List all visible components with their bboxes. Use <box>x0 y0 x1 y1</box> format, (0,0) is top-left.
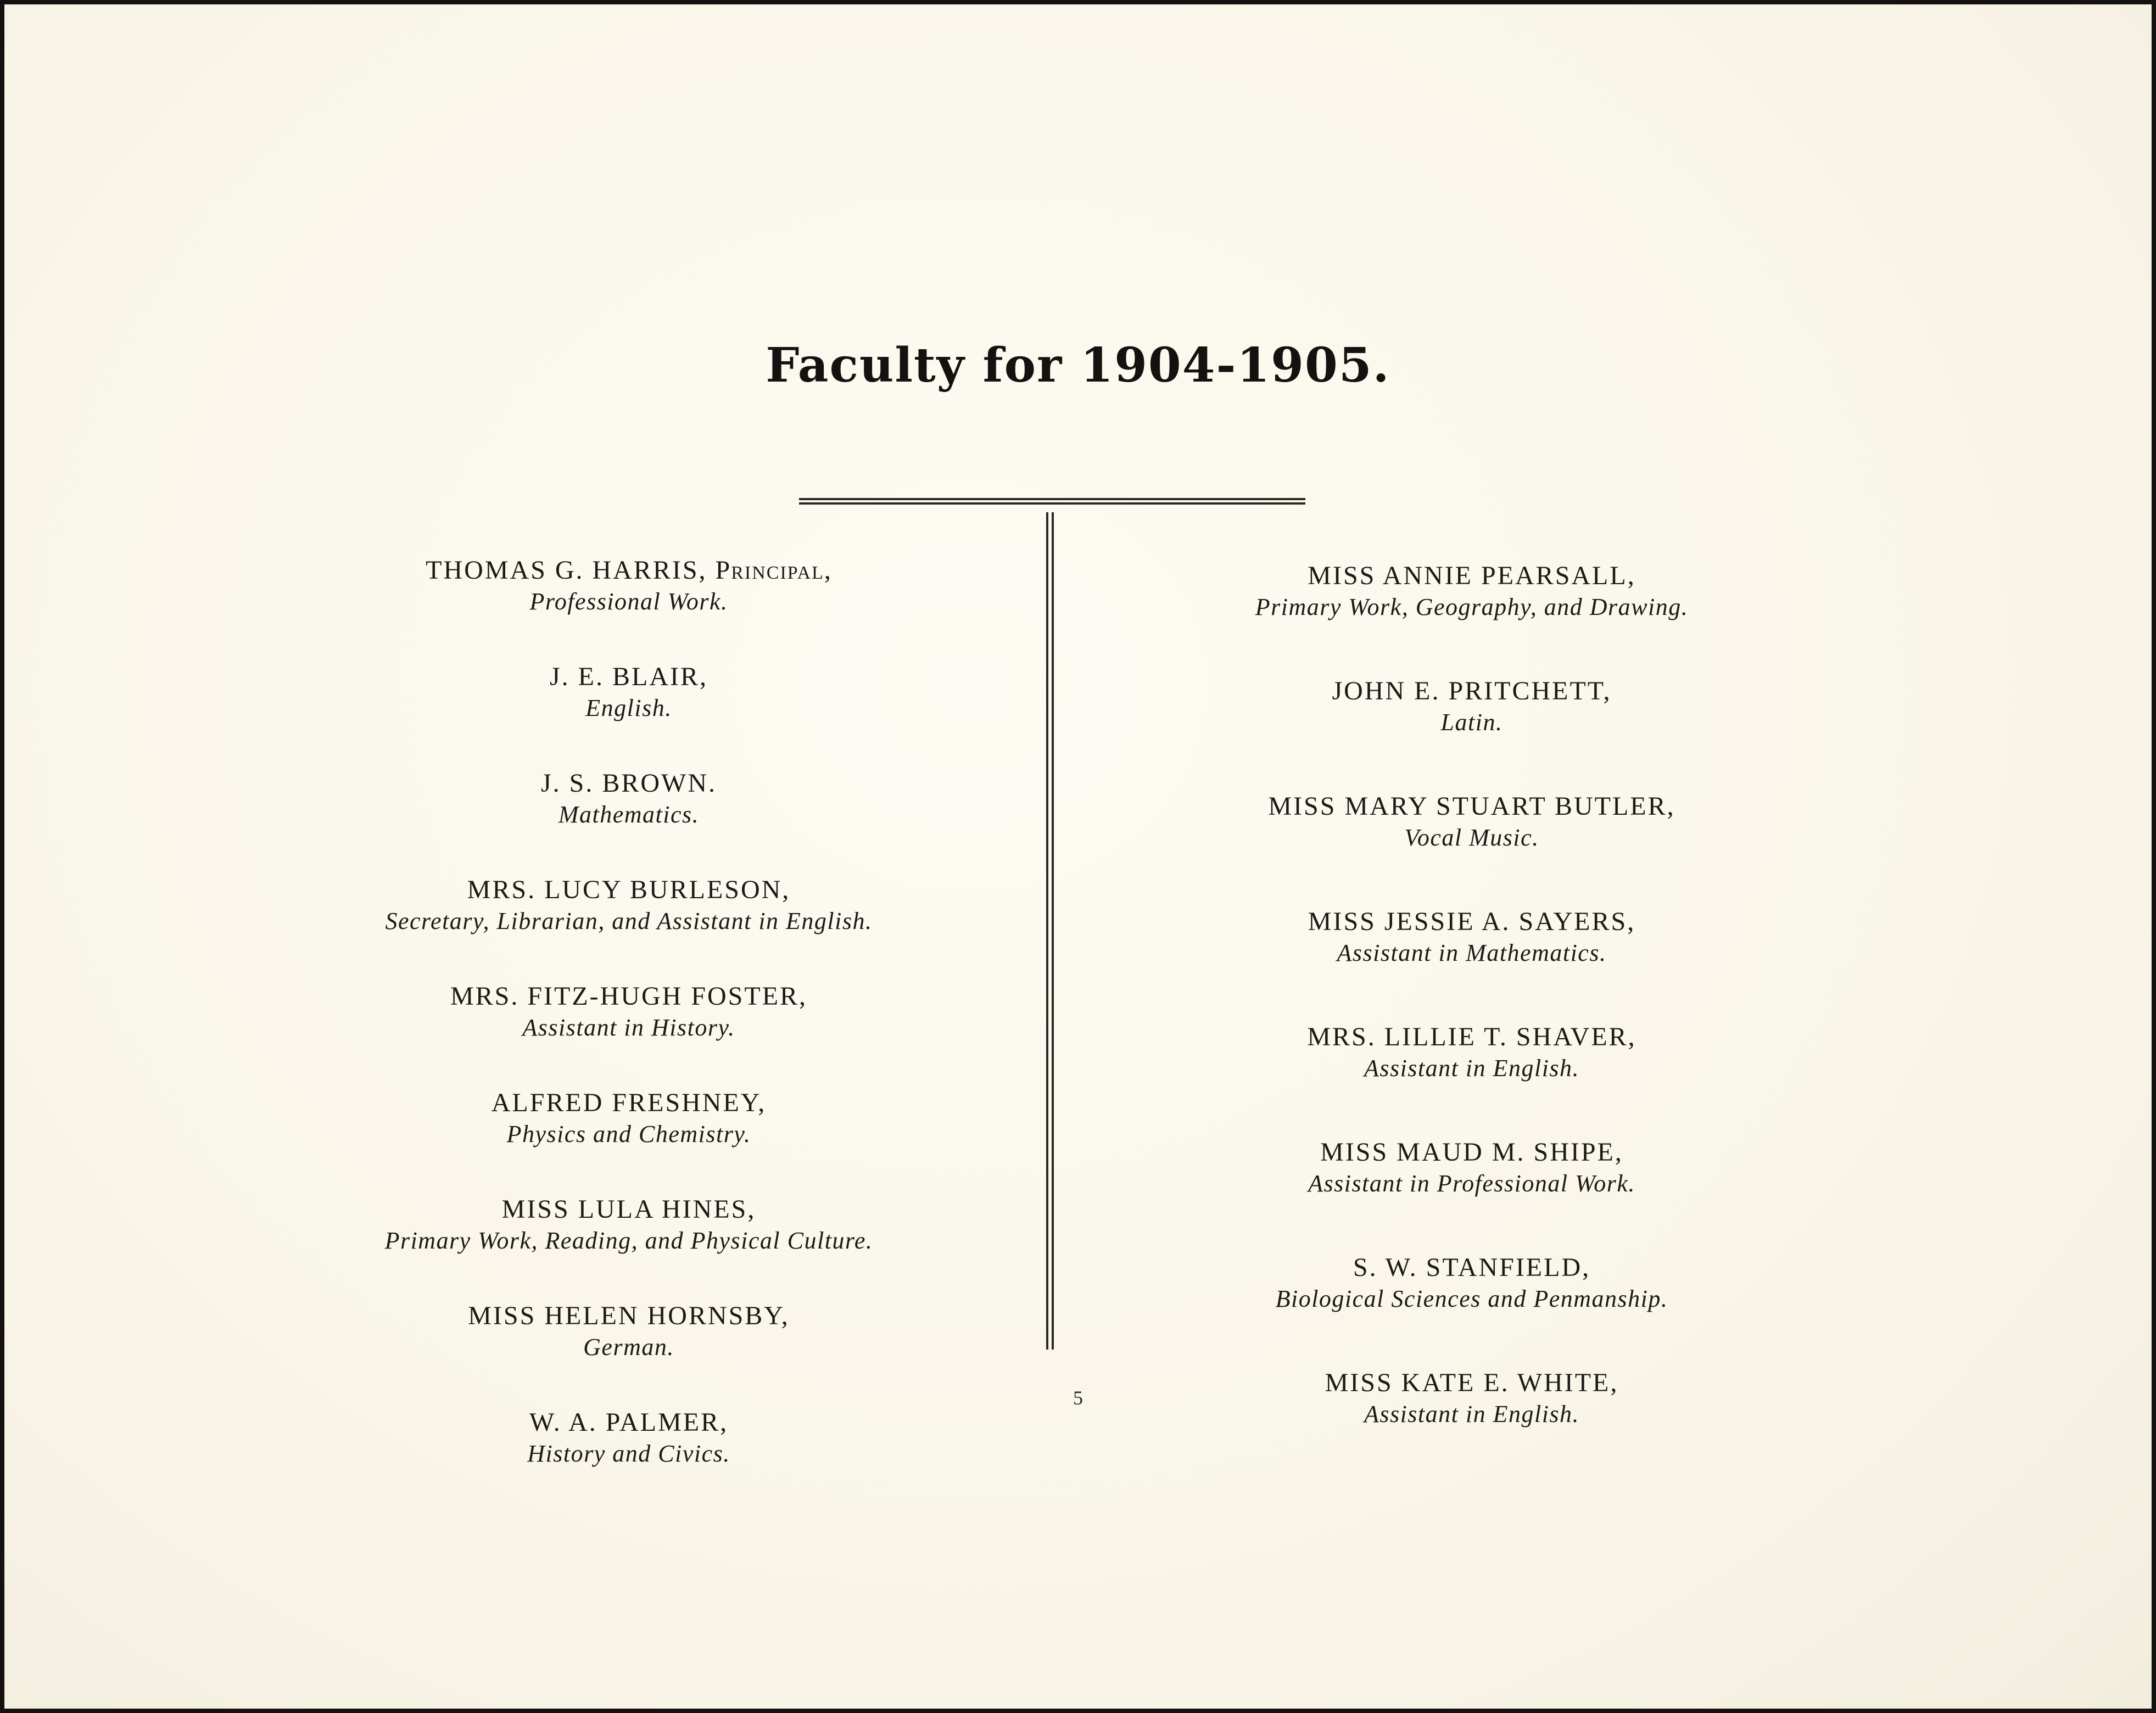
faculty-subject: Primary Work, Reading, and Physical Culture. <box>384 1227 873 1254</box>
faculty-subject: English. <box>585 695 672 721</box>
faculty-entry <box>1079 1021 1864 1084</box>
faculty-name: J. S. BROWN. <box>540 769 717 798</box>
faculty-name: J. E. BLAIR, <box>550 662 708 691</box>
faculty-name: ALFRED FRESHNEY, <box>491 1088 767 1117</box>
faculty-name: MISS MAUD M. SHIPE, <box>1320 1138 1623 1167</box>
faculty-list-left <box>242 555 1016 1513</box>
faculty-name: W. A. PALMER, <box>529 1408 729 1437</box>
page-number: 5 <box>1073 1387 1083 1409</box>
faculty-name: MISS MARY STUART BUTLER, <box>1268 792 1675 821</box>
faculty-subject: Biological Sciences and Penmanship. <box>1275 1285 1668 1312</box>
faculty-name: MISS JESSIE A. SAYERS, <box>1308 907 1636 936</box>
column-divider <box>1046 512 1054 1350</box>
faculty-name: MISS LULA HINES, <box>501 1195 756 1224</box>
faculty-subject: Assistant in Professional Work. <box>1308 1170 1635 1197</box>
faculty-entry <box>242 768 1016 830</box>
faculty-name: MRS. FITZ-HUGH FOSTER, <box>450 982 808 1011</box>
faculty-subject: Assistant in History. <box>522 1014 735 1041</box>
faculty-name: MISS ANNIE PEARSALL, <box>1308 561 1636 590</box>
faculty-name: S. W. STANFIELD, <box>1353 1253 1591 1282</box>
faculty-entry <box>1079 906 1864 969</box>
faculty-entry <box>242 981 1016 1043</box>
faculty-subject: Physics and Chemistry. <box>506 1121 751 1147</box>
faculty-name: THOMAS G. HARRIS, <box>426 556 707 585</box>
faculty-entry <box>242 1087 1016 1150</box>
faculty-subject: Primary Work, Geography, and Drawing. <box>1255 594 1689 620</box>
title-double-rule <box>799 498 1305 505</box>
faculty-subject: Professional Work. <box>529 588 728 615</box>
faculty-subject: Assistant in Mathematics. <box>1337 939 1607 966</box>
faculty-entry <box>1079 1137 1864 1199</box>
faculty-subject: Assistant in English. <box>1364 1055 1580 1082</box>
faculty-entry <box>242 874 1016 937</box>
faculty-entry <box>242 1300 1016 1363</box>
faculty-subject: History and Civics. <box>527 1440 730 1467</box>
faculty-name: JOHN E. PRITCHETT, <box>1332 676 1612 706</box>
faculty-name: MRS. LILLIE T. SHAVER, <box>1307 1022 1636 1051</box>
faculty-subject: Mathematics. <box>558 801 700 828</box>
faculty-entry <box>1079 1252 1864 1314</box>
faculty-entry <box>242 1407 1016 1469</box>
faculty-entry <box>1079 791 1864 853</box>
faculty-subject: Assistant in English. <box>1364 1401 1580 1428</box>
faculty-entry <box>242 555 1016 617</box>
faculty-entry <box>1079 560 1864 623</box>
faculty-entry <box>1079 675 1864 738</box>
faculty-subject: Secretary, Librarian, and Assistant in English. <box>385 908 873 934</box>
faculty-position: Principal, <box>715 556 832 585</box>
faculty-subject: Latin. <box>1440 709 1503 736</box>
faculty-list-right <box>1079 560 1864 1482</box>
faculty-entry <box>242 661 1016 724</box>
page-title: Faculty for 1904-1905. <box>766 338 1390 393</box>
faculty-entry <box>242 1194 1016 1256</box>
faculty-subject: German. <box>583 1334 674 1361</box>
faculty-name: MISS KATE E. WHITE, <box>1325 1368 1619 1397</box>
faculty-name: MRS. LUCY BURLESON, <box>467 875 791 904</box>
faculty-name: MISS HELEN HORNSBY, <box>468 1301 790 1330</box>
faculty-subject: Vocal Music. <box>1404 824 1539 851</box>
